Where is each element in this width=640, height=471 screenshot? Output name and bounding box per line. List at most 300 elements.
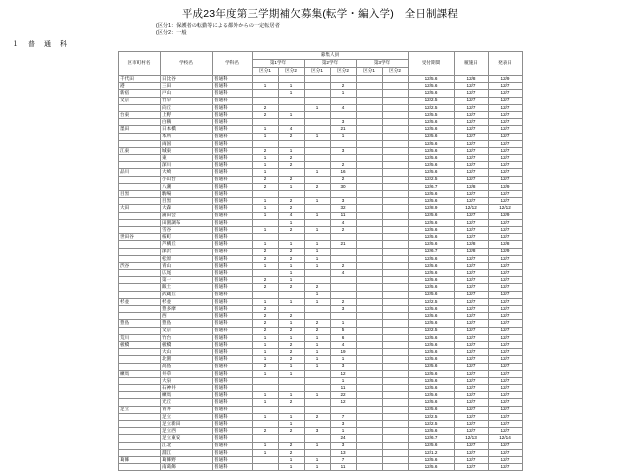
cell-announce: 12/7	[488, 147, 522, 154]
cell-quota	[356, 226, 382, 233]
cell-announce: 12/7	[488, 413, 522, 420]
table-row	[118, 176, 522, 183]
table-row	[118, 126, 522, 133]
cell-announce: 12/7	[488, 449, 522, 456]
cell-area	[118, 248, 160, 255]
cell-school: 東	[160, 155, 212, 162]
cell-quota	[304, 449, 330, 456]
cell-area	[118, 104, 160, 111]
cell-quota	[356, 234, 382, 241]
cell-quota: 1	[304, 349, 330, 356]
cell-announce: 12/7	[488, 306, 522, 313]
cell-quota	[356, 155, 382, 162]
cell-school: 大山	[160, 349, 212, 356]
cell-reception: 12/5.6	[408, 270, 454, 277]
cell-school: 大森	[160, 205, 212, 212]
cell-quota	[356, 212, 382, 219]
cell-school: 大泉	[160, 377, 212, 384]
cell-reception: 12/5.6	[408, 234, 454, 241]
cell-reception: 12/5.6	[408, 428, 454, 435]
cell-reception: 12/5.6	[408, 191, 454, 198]
cell-reception: 12/5.6	[408, 363, 454, 370]
cell-quota: 1	[278, 363, 304, 370]
cell-exam: 12/7	[454, 464, 488, 471]
cell-quota: 1	[304, 226, 330, 233]
table-row	[118, 349, 522, 356]
cell-reception: 12/5.6	[408, 277, 454, 284]
cell-area: 台東	[118, 111, 160, 118]
cell-course: 普通科	[212, 140, 252, 147]
cell-course: 普通科	[212, 111, 252, 118]
cell-quota	[356, 162, 382, 169]
cell-quota	[382, 464, 408, 471]
cell-quota	[382, 176, 408, 183]
cell-area	[118, 306, 160, 313]
cell-area	[118, 155, 160, 162]
table-body	[118, 76, 522, 471]
cell-announce: 12/7	[488, 385, 522, 392]
cell-area	[118, 413, 160, 420]
cell-quota	[356, 291, 382, 298]
cell-school: 深沢	[160, 248, 212, 255]
cell-quota	[356, 126, 382, 133]
cell-reception: 12/6.7	[408, 435, 454, 442]
cell-school: 武蔵丘	[160, 291, 212, 298]
table-row	[118, 83, 522, 90]
cell-quota	[356, 421, 382, 428]
cell-quota: 1	[252, 162, 278, 169]
cell-quota: 1	[278, 90, 304, 97]
cell-course: 普通科	[212, 370, 252, 377]
cell-course: 普通科	[212, 284, 252, 291]
cell-reception: 12/5.6	[408, 90, 454, 97]
cell-course: 普通科	[212, 341, 252, 348]
table-row	[118, 234, 522, 241]
col-g1-sub2: 区分2	[278, 68, 304, 76]
col-grade-3: 第3学年	[356, 60, 408, 68]
cell-quota: 2	[278, 356, 304, 363]
cell-quota	[356, 241, 382, 248]
cell-quota	[382, 191, 408, 198]
cell-quota: 21	[330, 241, 356, 248]
cell-announce: 12/9	[488, 76, 522, 83]
cell-announce: 12/7	[488, 262, 522, 269]
cell-quota	[252, 90, 278, 97]
cell-reception: 12/5.6	[408, 147, 454, 154]
cell-announce: 12/7	[488, 284, 522, 291]
cell-quota: 1	[278, 334, 304, 341]
cell-area	[118, 183, 160, 190]
cell-quota	[382, 219, 408, 226]
cell-area	[118, 277, 160, 284]
cell-course: 普通科	[212, 212, 252, 219]
cell-school: 豊多摩	[160, 306, 212, 313]
cell-quota: 2	[278, 205, 304, 212]
cell-quota: 2	[278, 176, 304, 183]
cell-quota: 7	[330, 413, 356, 420]
cell-area	[118, 219, 160, 226]
cell-exam: 12/7	[454, 198, 488, 205]
cell-quota	[382, 399, 408, 406]
cell-quota	[304, 76, 330, 83]
cell-quota: 1	[252, 442, 278, 449]
cell-quota	[356, 392, 382, 399]
cell-quota	[278, 191, 304, 198]
cell-quota	[382, 456, 408, 463]
table-row	[118, 298, 522, 305]
cell-quota	[382, 284, 408, 291]
table-row	[118, 119, 522, 126]
cell-course: 普通科	[212, 205, 252, 212]
cell-quota: 1	[252, 126, 278, 133]
table-row	[118, 327, 522, 334]
cell-course: 普通科	[212, 83, 252, 90]
cell-quota: 3	[304, 428, 330, 435]
cell-quota	[382, 442, 408, 449]
cell-quota	[252, 377, 278, 384]
cell-course: 普通科	[212, 277, 252, 284]
cell-quota: 2	[278, 226, 304, 233]
cell-quota	[356, 377, 382, 384]
cell-quota	[304, 377, 330, 384]
cell-quota	[356, 370, 382, 377]
cell-quota	[356, 341, 382, 348]
cell-quota	[278, 119, 304, 126]
cell-reception: 12/5.6	[408, 83, 454, 90]
cell-quota	[356, 191, 382, 198]
cell-quota: 1	[252, 413, 278, 420]
cell-exam: 12/7	[454, 392, 488, 399]
cell-quota	[278, 385, 304, 392]
cell-quota: 1	[304, 464, 330, 471]
cell-quota: 1	[304, 363, 330, 370]
cell-area: 葛飾	[118, 456, 160, 463]
cell-announce: 12/7	[488, 83, 522, 90]
cell-course: 普通科	[212, 191, 252, 198]
cell-quota	[382, 406, 408, 413]
cell-course: 普通科	[212, 413, 252, 420]
cell-quota: 1	[330, 90, 356, 97]
cell-school: 三田	[160, 83, 212, 90]
cell-quota	[252, 385, 278, 392]
cell-course: 普通科	[212, 377, 252, 384]
cell-reception: 12/5.6	[408, 119, 454, 126]
cell-quota	[382, 428, 408, 435]
cell-quota	[382, 385, 408, 392]
cell-school: 小山台	[160, 176, 212, 183]
cell-area	[118, 241, 160, 248]
cell-exam: 12/7	[454, 126, 488, 133]
cell-announce: 12/7	[488, 377, 522, 384]
cell-quota	[278, 234, 304, 241]
cell-announce: 12/7	[488, 104, 522, 111]
cell-area: 渋谷	[118, 262, 160, 269]
cell-quota	[382, 198, 408, 205]
cell-quota: 21	[330, 126, 356, 133]
cell-area	[118, 255, 160, 262]
cell-reception: 12/5.6	[408, 306, 454, 313]
cell-school: 桜町	[160, 234, 212, 241]
cell-reception: 12/5.6	[408, 155, 454, 162]
cell-quota	[356, 334, 382, 341]
cell-quota: 11	[330, 385, 356, 392]
col-exam: 履施日	[454, 52, 488, 76]
table-row	[118, 456, 522, 463]
cell-quota: 1	[278, 270, 304, 277]
cell-quota: 1	[252, 226, 278, 233]
cell-school: 飯土	[160, 284, 212, 291]
cell-quota: 1	[252, 449, 278, 456]
cell-quota	[356, 320, 382, 327]
cell-quota	[304, 126, 330, 133]
cell-quota: 4	[330, 104, 356, 111]
cell-quota: 1	[330, 377, 356, 384]
cell-quota	[356, 428, 382, 435]
table-row	[118, 363, 522, 370]
cell-quota	[252, 421, 278, 428]
table-row	[118, 435, 522, 442]
cell-quota	[382, 291, 408, 298]
page-title: 平成23年度第三学期補欠募集(転学・編入学) 全日制課程	[181, 8, 459, 20]
table-row	[118, 306, 522, 313]
cell-school: 足立新田	[160, 421, 212, 428]
cell-quota: 7	[330, 456, 356, 463]
cell-quota	[330, 155, 356, 162]
cell-area	[118, 284, 160, 291]
table-row	[118, 169, 522, 176]
cell-announce: 12/7	[488, 255, 522, 262]
cell-school: 松原	[160, 255, 212, 262]
cell-reception: 12/5.6	[408, 219, 454, 226]
cell-quota	[278, 97, 304, 104]
cell-course: 普通科	[212, 234, 252, 241]
cell-quota	[252, 97, 278, 104]
cell-quota	[382, 356, 408, 363]
cell-quota	[382, 234, 408, 241]
col-g1-sub1: 区分1	[252, 68, 278, 76]
cell-quota: 2	[278, 442, 304, 449]
cell-announce: 12/7	[488, 198, 522, 205]
cell-area: 大田	[118, 205, 160, 212]
cell-reception: 12/5.6	[408, 341, 454, 348]
cell-area	[118, 349, 160, 356]
cell-announce: 12/7	[488, 162, 522, 169]
cell-reception: 12/5.6	[408, 255, 454, 262]
cell-quota: 1	[252, 133, 278, 140]
cell-quota	[356, 119, 382, 126]
cell-quota: 2	[252, 111, 278, 118]
table-row	[118, 370, 522, 377]
cell-quota	[356, 248, 382, 255]
cell-exam: 12/7	[454, 349, 488, 356]
cell-quota	[382, 313, 408, 320]
cell-quota: 22	[330, 392, 356, 399]
cell-quota	[382, 449, 408, 456]
cell-quota	[304, 119, 330, 126]
cell-quota: 3	[330, 119, 356, 126]
cell-course: 普通科	[212, 198, 252, 205]
cell-reception: 12/2.5	[408, 298, 454, 305]
cell-quota	[304, 406, 330, 413]
cell-reception: 12/5.6	[408, 140, 454, 147]
cell-quota: 2	[252, 363, 278, 370]
cell-exam: 12/7	[454, 399, 488, 406]
cell-quota	[382, 140, 408, 147]
cell-area	[118, 226, 160, 233]
cell-course: 普通科	[212, 334, 252, 341]
cell-quota	[356, 205, 382, 212]
col-grade-2: 第2学年	[304, 60, 356, 68]
cell-quota: 11	[330, 212, 356, 219]
cell-exam: 12/7	[454, 320, 488, 327]
cell-reception: 12/2.5	[408, 176, 454, 183]
cell-quota	[356, 356, 382, 363]
cell-quota	[330, 255, 356, 262]
cell-quota	[356, 456, 382, 463]
cell-course: 普通科	[212, 155, 252, 162]
cell-reception: 12/5.6	[408, 162, 454, 169]
table-row	[118, 155, 522, 162]
cell-reception: 12/2.5	[408, 413, 454, 420]
cell-area	[118, 392, 160, 399]
cell-course: 普通科	[212, 262, 252, 269]
cell-area	[118, 140, 160, 147]
cell-quota	[356, 140, 382, 147]
table-row	[118, 219, 522, 226]
cell-exam: 12/7	[454, 377, 488, 384]
cell-course: 普通科	[212, 169, 252, 176]
cell-quota: 2	[278, 341, 304, 348]
cell-quota	[356, 442, 382, 449]
cell-announce: 12/7	[488, 140, 522, 147]
cell-school: 杉並	[160, 298, 212, 305]
cell-course: 普通科	[212, 291, 252, 298]
cell-announce: 12/7	[488, 320, 522, 327]
cell-announce: 12/7	[488, 219, 522, 226]
cell-quota: 1	[304, 241, 330, 248]
cell-announce: 12/8	[488, 241, 522, 248]
cell-announce: 12/7	[488, 406, 522, 413]
cell-quota	[278, 377, 304, 384]
cell-school: 戸山	[160, 90, 212, 97]
cell-quota: 1	[330, 356, 356, 363]
cell-school: 西	[160, 313, 212, 320]
cell-exam: 12/7	[454, 421, 488, 428]
note-line-2: (区分2：一般	[156, 30, 187, 37]
cell-area	[118, 313, 160, 320]
cell-school: 竹早	[160, 97, 212, 104]
cell-quota: 1	[252, 212, 278, 219]
cell-announce: 12/7	[488, 270, 522, 277]
cell-school: 八潮	[160, 183, 212, 190]
cell-quota: 2	[278, 133, 304, 140]
cell-reception: 12/5.6	[408, 126, 454, 133]
cell-announce: 12/7	[488, 277, 522, 284]
cell-quota: 1	[304, 341, 330, 348]
cell-quota	[278, 406, 304, 413]
cell-course: 普通科	[212, 147, 252, 154]
cell-quota	[278, 76, 304, 83]
cell-quota	[382, 205, 408, 212]
cell-quota	[382, 90, 408, 97]
cell-reception: 12/5.6	[408, 442, 454, 449]
cell-quota	[252, 464, 278, 471]
cell-course: 普通科	[212, 226, 252, 233]
cell-quota: 1	[304, 442, 330, 449]
cell-quota	[382, 76, 408, 83]
cell-quota: 2	[252, 320, 278, 327]
cell-quota: 2	[278, 349, 304, 356]
cell-reception: 12/5.6	[408, 385, 454, 392]
cell-announce: 12/7	[488, 234, 522, 241]
cell-reception: 12/8.9	[408, 205, 454, 212]
cell-quota	[356, 464, 382, 471]
cell-announce: 12/7	[488, 169, 522, 176]
cell-school: 田園調布	[160, 219, 212, 226]
cell-area	[118, 421, 160, 428]
cell-school: 江北	[160, 442, 212, 449]
cell-announce: 12/7	[488, 370, 522, 377]
cell-reception: 12/5.6	[408, 356, 454, 363]
cell-announce: 12/7	[488, 126, 522, 133]
cell-quota	[382, 126, 408, 133]
cell-exam: 12/7	[454, 262, 488, 269]
cell-announce: 12/7	[488, 421, 522, 428]
cell-school: 城東	[160, 147, 212, 154]
cell-quota: 2	[304, 327, 330, 334]
cell-quota	[304, 313, 330, 320]
cell-area	[118, 198, 160, 205]
cell-area	[118, 363, 160, 370]
cell-course: 普通科	[212, 406, 252, 413]
cell-quota: 1	[278, 241, 304, 248]
cell-quota: 4	[330, 270, 356, 277]
table-row	[118, 464, 522, 471]
cell-school: 青井	[160, 406, 212, 413]
cell-quota	[382, 413, 408, 420]
cell-exam: 12/8	[454, 241, 488, 248]
cell-quota: 2	[252, 277, 278, 284]
cell-quota	[330, 97, 356, 104]
cell-quota	[304, 421, 330, 428]
cell-quota	[252, 76, 278, 83]
page	[0, 6, 640, 469]
cell-quota: 13	[330, 449, 356, 456]
table-row	[118, 392, 522, 399]
cell-quota	[382, 97, 408, 104]
cell-announce: 12/7	[488, 442, 522, 449]
table-row	[118, 104, 522, 111]
cell-area	[118, 291, 160, 298]
table-row	[118, 183, 522, 190]
page-content	[0, 6, 640, 471]
cell-quota	[356, 277, 382, 284]
table-row	[118, 270, 522, 277]
cell-quota: 2	[278, 428, 304, 435]
cell-quota: 1	[252, 298, 278, 305]
cell-quota: 1	[304, 169, 330, 176]
cell-area	[118, 162, 160, 169]
cell-quota	[356, 262, 382, 269]
cell-quota	[382, 162, 408, 169]
cell-quota: 1	[252, 155, 278, 162]
cell-quota	[356, 449, 382, 456]
cell-exam: 12/7	[454, 277, 488, 284]
cell-exam: 12/7	[454, 104, 488, 111]
cell-quota	[330, 313, 356, 320]
cell-quota	[382, 183, 408, 190]
cell-quota: 1	[252, 341, 278, 348]
